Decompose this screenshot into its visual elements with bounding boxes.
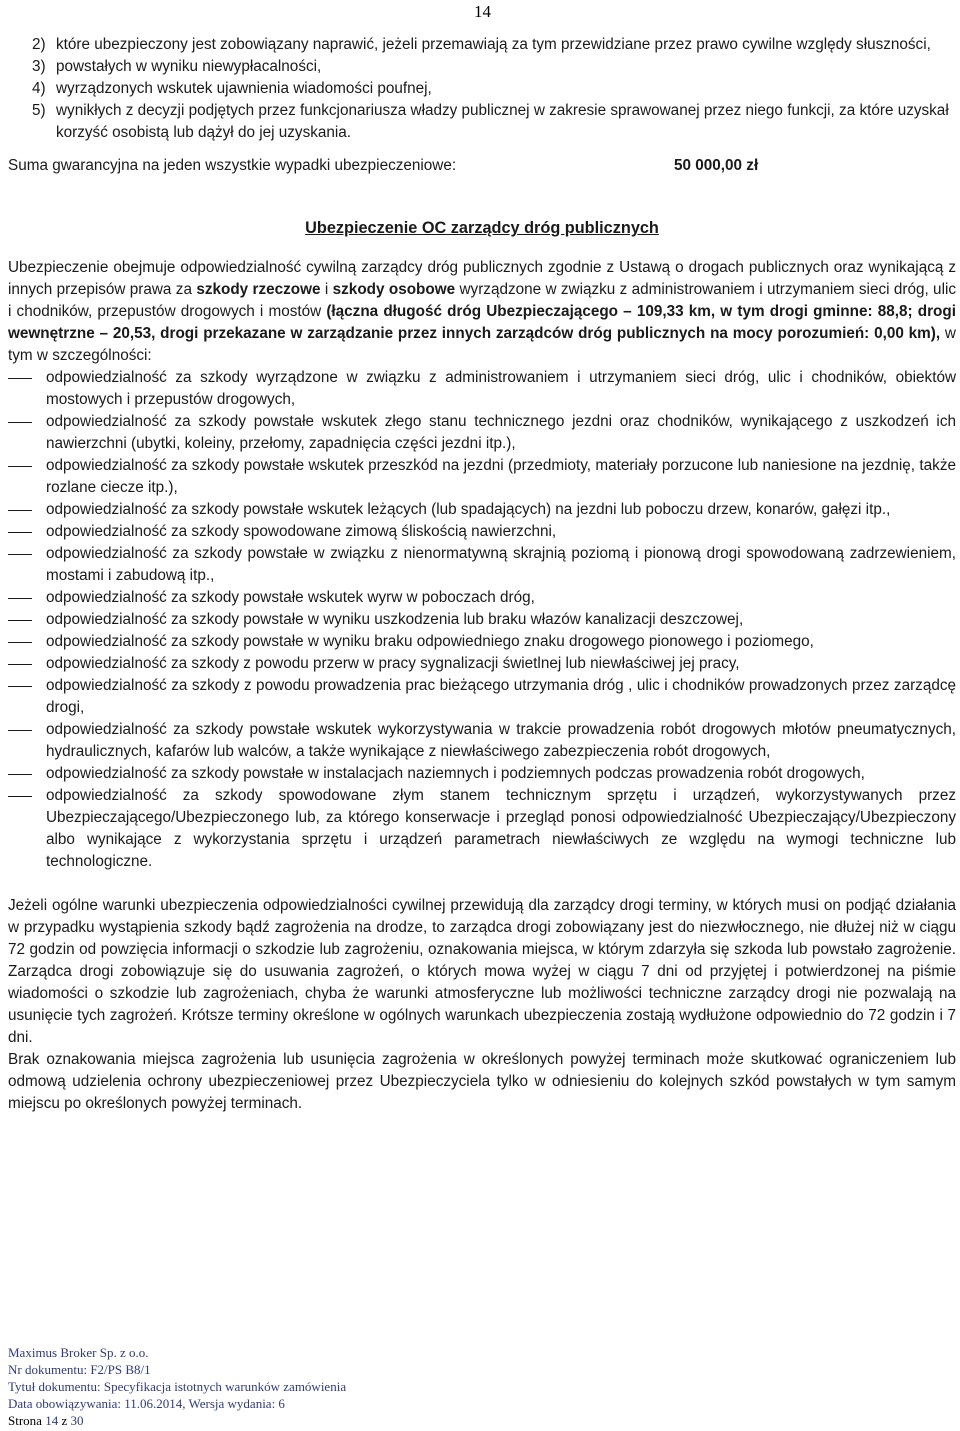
numbered-item xyxy=(32,100,956,144)
footer-page-counter xyxy=(8,1412,346,1429)
dash-bullet xyxy=(8,763,46,785)
intro-paragraph xyxy=(8,257,956,367)
list-item xyxy=(8,499,956,521)
list-item xyxy=(8,785,956,873)
item-number: 3) xyxy=(32,58,46,75)
list-item xyxy=(8,411,956,455)
dash-bullet xyxy=(8,455,46,499)
page-sep: z xyxy=(58,1413,71,1428)
footer-doc-number: Nr dokumentu: F2/PS B8/1 xyxy=(8,1362,151,1377)
footer-company: Maximus Broker Sp. z o.o. xyxy=(8,1345,149,1360)
list-item-text: odpowiedzialność za szkody powstałe wskutek wykorzystywania w trakcie prowadzenia robót drogowych młotów pneumatycznych, hydraulicznych, kafarów lub walców, a także wynikające z niewłaściwego zabezpieczenia robót drogowych, xyxy=(46,721,956,760)
list-item-text: odpowiedzialność za szkody spowodowane złym stanem technicznym sprzętu i urządzeń, wykorzystywanych przez Ubezpieczającego/Ubezpieczonego lub, za którego konserwacje i przegląd ponosi odpowiedzialność Ubezpieczający/Ubezpieczony albo wynikające z wykorzystania sprzętu i urządzeń parametrach niewłaściwych ze względu na wymogi techniczne lub technologiczne. xyxy=(46,787,956,870)
intro-text: w tym w szczególności: xyxy=(8,325,956,364)
list-item-text: odpowiedzialność za szkody powstałe w wyniku uszkodzenia lub braku włazów kanalizacji deszczowej, xyxy=(46,611,744,628)
list-item xyxy=(8,367,956,411)
intro-bold: szkody osobowe xyxy=(332,281,456,298)
page-current: 14 xyxy=(45,1413,59,1428)
list-item xyxy=(8,587,956,609)
item-text: które ubezpieczony jest zobowiązany naprawić, jeżeli przemawiają za tym przewidziane przez prawo cywilne względy słuszności, xyxy=(56,36,931,53)
intro-text: i xyxy=(320,281,333,298)
item-number: 4) xyxy=(32,80,46,97)
list-item-text: odpowiedzialność za szkody powstałe w instalacjach naziemnych i podziemnych podczas prowadzenia robót drogowych, xyxy=(46,765,865,782)
list-item-text: odpowiedzialność za szkody z powodu przerw w pracy sygnalizacji świetlnej lub niewłaściwej jej pracy, xyxy=(46,655,740,672)
page-total: 30 xyxy=(70,1413,84,1428)
item-text: powstałych w wyniku niewypłacalności, xyxy=(56,58,322,75)
dash-bullet xyxy=(8,653,46,675)
list-item xyxy=(8,763,956,785)
item-number: 5) xyxy=(32,102,46,119)
document-footer xyxy=(8,1344,346,1429)
item-text: wynikłych z decyzji podjętych przez funkcjonariusza władzy publicznej w zakresie sprawowanej przez niego funkcji, za które uzyskał korzyść osobistą lub dążył do jej uzyskania. xyxy=(56,102,949,141)
list-item xyxy=(8,521,956,543)
dash-bullet xyxy=(8,631,46,653)
list-item-text: odpowiedzialność za szkody spowodowane zimową śliskością nawierzchni, xyxy=(46,523,557,540)
dash-bullet xyxy=(8,499,46,521)
list-item-text: odpowiedzialność za szkody wyrządzone w związku z administrowaniem i utrzymaniem sieci dróg, ulic i chodników, obiektów mostowych i przepustów drogowych, xyxy=(46,369,956,408)
item-number: 2) xyxy=(32,36,46,53)
intro-bold: szkody rzeczowe xyxy=(196,281,321,298)
intro-bold: (łączna długość dróg Ubezpieczającego – 109,33 km, w tym drogi gminne: 88,8; drogi wewnętrzne – 20,53, drogi przekazane w zarządzanie przez innych zarządców dróg publicznych na mocy porozumień: 0,00 km), xyxy=(8,303,956,342)
dash-bullet xyxy=(8,411,46,455)
list-item-text: odpowiedzialność za szkody powstałe wskutek przeszkód na jezdni (przedmioty, materiały porzucone lub naniesione na jezdnię, także rozlane ciecze itp.), xyxy=(46,457,956,496)
list-item xyxy=(8,653,956,675)
list-item-text: odpowiedzialność za szkody powstałe w związku z nienormatywną skrajnią poziomą i pionową drogi spowodowaną zadrzewieniem, mostami i zabudową itp., xyxy=(46,545,956,584)
list-item xyxy=(8,675,956,719)
consequence-paragraph: Brak oznakowania miejsca zagrożenia lub usunięcia zagrożenia w określonych powyżej terminach może skutkować ograniczeniem lub odmową udzielenia ochrony ubezpieczeniowej przez Ubezpieczyciela tylko w odniesieniu do kolejnych szkód powstałych w tym samym miejscu po określonych powyżej terminach. xyxy=(8,1051,956,1112)
dash-bullet xyxy=(8,609,46,631)
list-item xyxy=(8,455,956,499)
list-item xyxy=(8,609,956,631)
intro-text: wyrządzone w związku z administrowaniem i utrzymaniem sieci dróg, ulic i chodników, przepustów drogowych i mostów xyxy=(8,281,957,320)
dash-bullet xyxy=(8,785,46,873)
list-item xyxy=(8,631,956,653)
document-body xyxy=(8,34,956,1115)
list-item-text: odpowiedzialność za szkody powstałe w wyniku braku odpowiedniego znaku drogowego pionowego i poziomego, xyxy=(46,633,814,650)
page-prefix: Strona xyxy=(8,1413,46,1428)
sum-insured-value: 50 000,00 zł xyxy=(674,157,759,174)
list-item-text: odpowiedzialność za szkody powstałe wskutek złego stanu technicznego jezdni oraz chodników, wynikającego z uszkodzeń ich nawierzchni (ubytki, koleiny, przełomy, zapadnięcia części jezdni itp.), xyxy=(46,413,956,452)
section-title: Ubezpieczenie OC zarządcy dróg publicznych xyxy=(305,219,659,237)
coverage-list xyxy=(8,367,956,873)
dash-bullet xyxy=(8,675,46,719)
page-number: 14 xyxy=(474,2,491,21)
dash-bullet xyxy=(8,521,46,543)
dash-bullet xyxy=(8,367,46,411)
numbered-item xyxy=(32,56,956,78)
list-item xyxy=(8,543,956,587)
numbered-item xyxy=(32,78,956,100)
terms-paragraph: Jeżeli ogólne warunki ubezpieczenia odpowiedzialności cywilnej przewidują dla zarządcy drogi terminy, w których musi on podjąć działania w przypadku wystąpienia szkody bądź zagrożenia na drodze, to zarządca drogi zobowiązany jest do niezwłocznego, nie dłużej niż w ciągu 72 godzin od powzięcia informacji o szkodzie lub zagrożeniu, oznakowania miejsca, w którym zdarzyła się szkoda lub powstało zagrożenie. Zarządca drogi zobowiązuje się do usuwania zagrożeń, o których mowa wyżej w ciągu 7 dni od przyjętej i potwierdzonej na piśmie wiadomości o szkodzie lub zagrożeniach, chyba że warunki atmosferyczne lub możliwości techniczne zarządcy drogi nie pozwalają na usunięcie tych zagrożeń. Krótsze terminy określone w ogólnych warunkach ubezpieczenia zostają wydłużone odpowiednio do 72 godzin i 7 dni. xyxy=(8,897,956,1046)
list-item xyxy=(8,719,956,763)
sum-insured-label: Suma gwarancyjna na jeden wszystkie wypadki ubezpieczeniowe: xyxy=(8,157,457,174)
footer-date: Data obowiązywania: 11.06.2014, Wersja wydania: 6 xyxy=(8,1396,285,1411)
intro-text: Ubezpieczenie obejmuje odpowiedzialność cywilną zarządcy dróg publicznych zgodnie z Ustawą o drogach publicznych oraz wynikającą z innych przepisów prawa za xyxy=(8,259,956,298)
dash-bullet xyxy=(8,543,46,587)
numbered-item xyxy=(32,34,956,56)
list-item-text: odpowiedzialność za szkody powstałe wskutek wyrw w poboczach dróg, xyxy=(46,589,535,606)
item-text: wyrządzonych wskutek ujawnienia wiadomości poufnej, xyxy=(56,80,432,97)
list-item-text: odpowiedzialność za szkody powstałe wskutek leżących (lub spadających) na jezdni lub poboczu drzew, konarów, gałęzi itp., xyxy=(46,501,891,518)
footer-doc-title: Tytuł dokumentu: Specyfikacja istotnych warunków zamówienia xyxy=(8,1379,347,1394)
list-item-text: odpowiedzialność za szkody z powodu prowadzenia prac bieżącego utrzymania dróg , ulic i chodników prowadzonych przez zarządcę drogi, xyxy=(46,677,956,716)
sum-insured-row xyxy=(8,155,956,177)
dash-bullet xyxy=(8,719,46,763)
dash-bullet xyxy=(8,587,46,609)
